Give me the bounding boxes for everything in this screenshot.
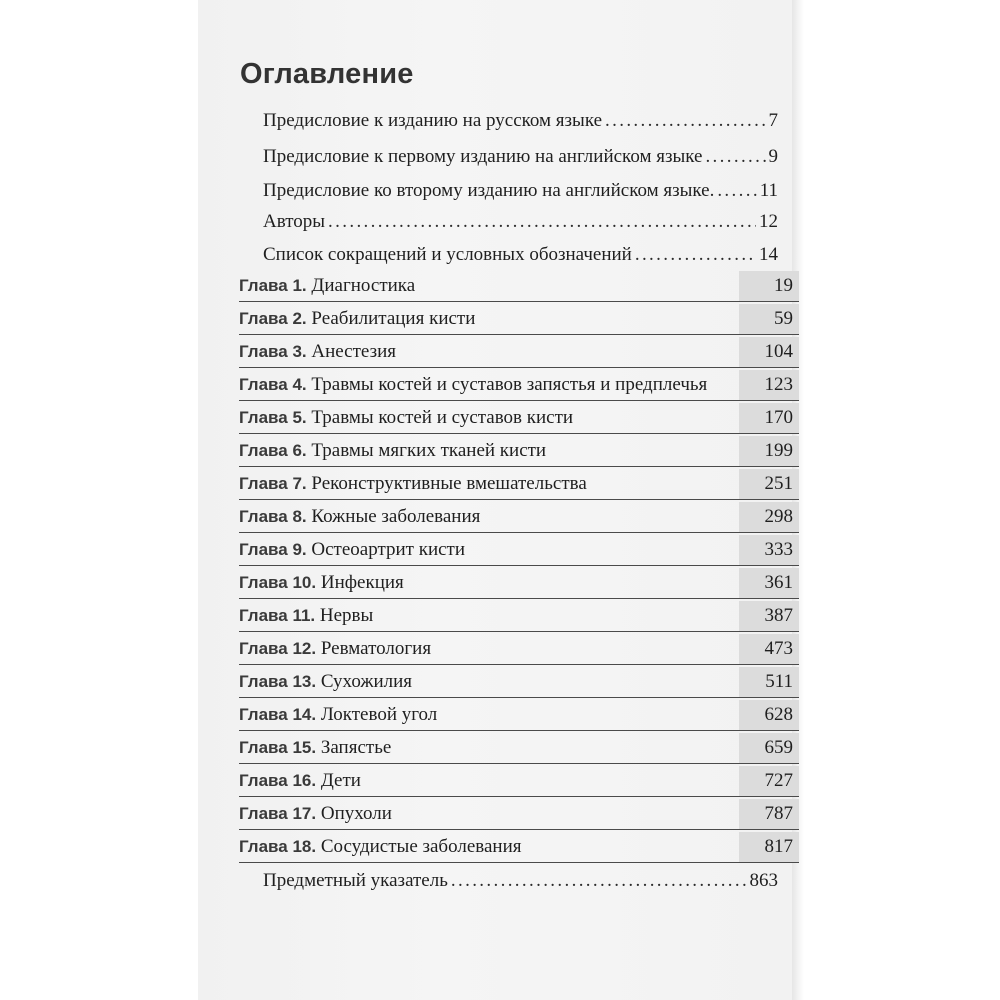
toc-entry-label: Список сокращений и условных обозначений: [263, 244, 632, 265]
toc-preface-entry[interactable]: [263, 244, 778, 272]
toc-page-number: 787: [764, 803, 793, 824]
toc-page-number: 387: [764, 605, 793, 626]
toc-page-number: 659: [764, 737, 793, 758]
toc-chapter-row[interactable]: [239, 403, 799, 434]
toc-preface-entry[interactable]: [263, 110, 778, 138]
toc-page-number: 199: [764, 440, 793, 461]
dot-leader: [451, 870, 747, 892]
toc-chapter-row[interactable]: [239, 502, 799, 533]
chapter-label: Глава 17.: [239, 804, 317, 823]
toc-chapter-row[interactable]: [239, 832, 799, 863]
chapter-label: Глава 2.: [239, 309, 307, 328]
chapter-label: Глава 16.: [239, 771, 317, 790]
toc-page-number: 11: [759, 180, 778, 201]
chapter-title: Ревматология: [320, 638, 432, 659]
toc-chapter-row[interactable]: [239, 568, 799, 599]
toc-chapter-row[interactable]: [239, 304, 799, 335]
toc-page-number: 727: [764, 770, 793, 791]
chapter-title: Анестезия: [311, 341, 396, 362]
toc-page-number: 628: [764, 704, 793, 725]
chapter-title: Реконструктивные вмешательства: [311, 473, 587, 494]
toc-chapter-row[interactable]: [239, 436, 799, 467]
chapter-label: Глава 15.: [239, 738, 317, 757]
toc-chapter-row[interactable]: [239, 700, 799, 731]
toc-index-entry[interactable]: [263, 870, 778, 898]
toc-chapter-row[interactable]: [239, 271, 799, 302]
toc-page-number: 361: [764, 572, 793, 593]
toc-preface-entry[interactable]: [263, 146, 778, 174]
chapter-label: Глава 13.: [239, 672, 317, 691]
toc-entry-label: Предисловие к первому изданию на английском языке: [263, 146, 703, 167]
toc-page-number: 251: [764, 473, 793, 494]
toc-page-number: 473: [764, 638, 793, 659]
chapter-title: Остеоартрит кисти: [311, 539, 466, 560]
dot-leader: [717, 180, 756, 202]
toc-preface-entry[interactable]: [263, 180, 778, 208]
toc-entry-label: Предисловие ко второму изданию на английском языке.: [263, 180, 715, 201]
toc-chapter-row[interactable]: [239, 799, 799, 830]
chapter-title: Травмы мягких тканей кисти: [311, 440, 547, 461]
toc-chapter-row[interactable]: [239, 370, 799, 401]
toc-page-number: 863: [749, 870, 778, 891]
toc-page-number: 333: [764, 539, 793, 560]
toc-page-number: 59: [774, 308, 793, 329]
toc-chapter-row[interactable]: [239, 601, 799, 632]
dot-leader: [605, 110, 765, 132]
dot-leader: [328, 211, 756, 233]
chapter-label: Глава 6.: [239, 441, 307, 460]
toc-page-number: 7: [768, 110, 778, 131]
toc-page-number: 298: [764, 506, 793, 527]
toc-chapter-row[interactable]: [239, 337, 799, 368]
chapter-label: Глава 8.: [239, 507, 307, 526]
toc-chapter-row[interactable]: [239, 634, 799, 665]
toc-page-number: 104: [764, 341, 793, 362]
chapter-title: Опухоли: [320, 803, 392, 824]
toc-chapter-row[interactable]: [239, 766, 799, 797]
toc-page-number: 817: [764, 836, 793, 857]
toc-entry-label: Предметный указатель: [263, 870, 448, 891]
chapter-title: Локтевой угол: [320, 704, 438, 725]
chapter-label: Глава 7.: [239, 474, 307, 493]
chapter-title: Запястье: [320, 737, 392, 758]
chapter-label: Глава 5.: [239, 408, 307, 427]
chapter-title: Травмы костей и суставов кисти: [311, 407, 574, 428]
toc-entry-label: Предисловие к изданию на русском языке: [263, 110, 603, 131]
chapter-title: Диагностика: [311, 275, 416, 296]
chapter-title: Сухожилия: [320, 671, 413, 692]
chapter-label: Глава 14.: [239, 705, 317, 724]
toc-chapter-row[interactable]: [239, 469, 799, 500]
toc-page-number: 170: [764, 407, 793, 428]
toc-preface-entry[interactable]: [263, 211, 778, 239]
chapter-label: Глава 11.: [239, 606, 316, 625]
chapter-title: Кожные заболевания: [311, 506, 481, 527]
dot-leader: [635, 244, 756, 266]
toc-page-number: 19: [774, 275, 793, 296]
chapter-label: Глава 9.: [239, 540, 307, 559]
toc-page-number: 12: [759, 211, 778, 232]
chapter-label: Глава 12.: [239, 639, 317, 658]
chapter-label: Глава 18.: [239, 837, 317, 856]
chapter-title: Инфекция: [320, 572, 404, 593]
toc-title: Оглавление: [240, 58, 414, 90]
chapter-label: Глава 10.: [239, 573, 317, 592]
toc-page-number: 9: [768, 146, 778, 167]
dot-leader: [705, 146, 765, 168]
chapter-title: Сосудистые заболевания: [320, 836, 522, 857]
chapter-title: Дети: [320, 770, 361, 791]
toc-chapter-row[interactable]: [239, 733, 799, 764]
chapter-title: Травмы костей и суставов запястья и предплечья: [311, 374, 708, 395]
chapter-label: Глава 1.: [239, 276, 307, 295]
chapter-title: Нервы: [319, 605, 374, 626]
toc-page-number: 123: [764, 374, 793, 395]
toc-page-number: 511: [765, 671, 793, 692]
chapter-label: Глава 3.: [239, 342, 307, 361]
chapter-label: Глава 4.: [239, 375, 307, 394]
chapter-title: Реабилитация кисти: [311, 308, 476, 329]
toc-page-number: 14: [759, 244, 778, 265]
toc-entry-label: Авторы: [263, 211, 326, 232]
toc-chapter-row[interactable]: [239, 667, 799, 698]
toc-chapter-row[interactable]: [239, 535, 799, 566]
